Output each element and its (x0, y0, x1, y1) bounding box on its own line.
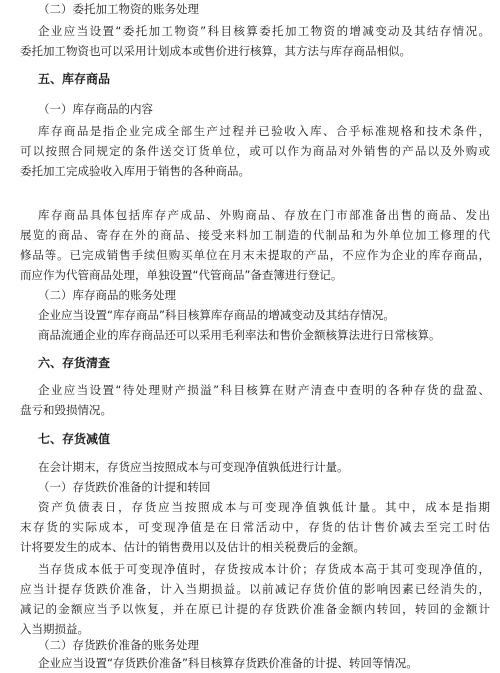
paragraph-line: 委托加工物资也可以采用计划成本或售价进行核算，其方法与库存商品相似。 (20, 44, 411, 58)
section-heading: 五、库存商品 (38, 72, 111, 86)
paragraph-line: 而应作为代管商品处理，单独设置“代管商品”备查簿进行登记。 (20, 268, 343, 282)
subheading: （二）委托加工物资的账务处理 (38, 2, 199, 16)
paragraph-line: 可以按照合同规定的条件送交订货单位，或可以作为商品对外销售的产品以及外购或 (20, 144, 490, 158)
paragraph-line: 委托加工完成验收入库用于销售的各种商品。 (20, 164, 250, 178)
paragraph-line: 当存货成本低于可变现净值时，存货按成本计价；存货成本高于其可变现净值的， (38, 562, 490, 576)
section-heading: 六、存货清查 (38, 356, 111, 370)
paragraph-line: 入当期损益。 (20, 622, 89, 636)
paragraph-line: 企业应当设置“库存商品”科目核算库存商品的增减变动及其结存情况。 (38, 308, 395, 322)
paragraph-line: 库存商品具体包括库存产成品、外购商品、存放在门市部准备出售的商品、发出 (38, 208, 490, 222)
paragraph-line: 末存货的实际成本，可变现净值是在日常活动中，存货的估计售价减去至完工时估 (20, 520, 490, 534)
paragraph-line: 企业应当设置“委托加工物资”科目核算委托加工物资的增减变动及其结存情况。 (38, 24, 490, 38)
paragraph-line: 在会计期末，存货应当按照成本与可变现净值孰低进行计量。 (38, 460, 349, 474)
subheading: （一）存货跌价准备的计提和转回 (38, 480, 211, 494)
paragraph-line: 应当计提存货跌价准备，计入当期损益。以前减记存货价值的影响因素已经消失的， (20, 582, 490, 596)
subheading: （二）存货跌价准备的账务处理 (38, 638, 199, 652)
subheading: （二）库存商品的账务处理 (38, 288, 176, 302)
section-heading: 七、存货减值 (38, 432, 111, 446)
paragraph-line: 修品等。已完成销售手续但购买单位在月末未提取的产品，不应作为企业的库存商品， (20, 248, 490, 262)
paragraph-line: 库存商品是指企业完成全部生产过程并已验收入库、合乎标准规格和技术条件， (38, 124, 490, 138)
subheading: （一）库存商品的内容 (38, 102, 153, 116)
paragraph-line: 企业应当设置“待处理财产损溢”科目核算在财产清查中查明的各种存货的盘盈、 (38, 383, 490, 397)
paragraph-line: 企业应当设置“存货跌价准备”科目核算存货跌价准备的计提、转回等情况。 (38, 656, 418, 670)
paragraph-line: 商品流通企业的库存商品还可以采用毛利率法和售价金额核算法进行日常核算。 (38, 328, 441, 342)
paragraph-line: 展览的商品、寄存在外的商品、接受来料加工制造的代制品和为外单位加工修理的代 (20, 228, 490, 242)
paragraph-line: 资产负债表日，存货应当按照成本与可变现净值孰低计量。其中，成本是指期 (38, 500, 490, 514)
paragraph-line: 盘亏和毁损情况。 (20, 403, 112, 417)
paragraph-line: 减记的金额应当予以恢复，并在原已计提的存货跌价准备金额内转回，转回的金额计 (20, 602, 490, 616)
paragraph-line: 计将要发生的成本、估计的销售费用以及估计的相关税费后的金额。 (20, 540, 365, 554)
